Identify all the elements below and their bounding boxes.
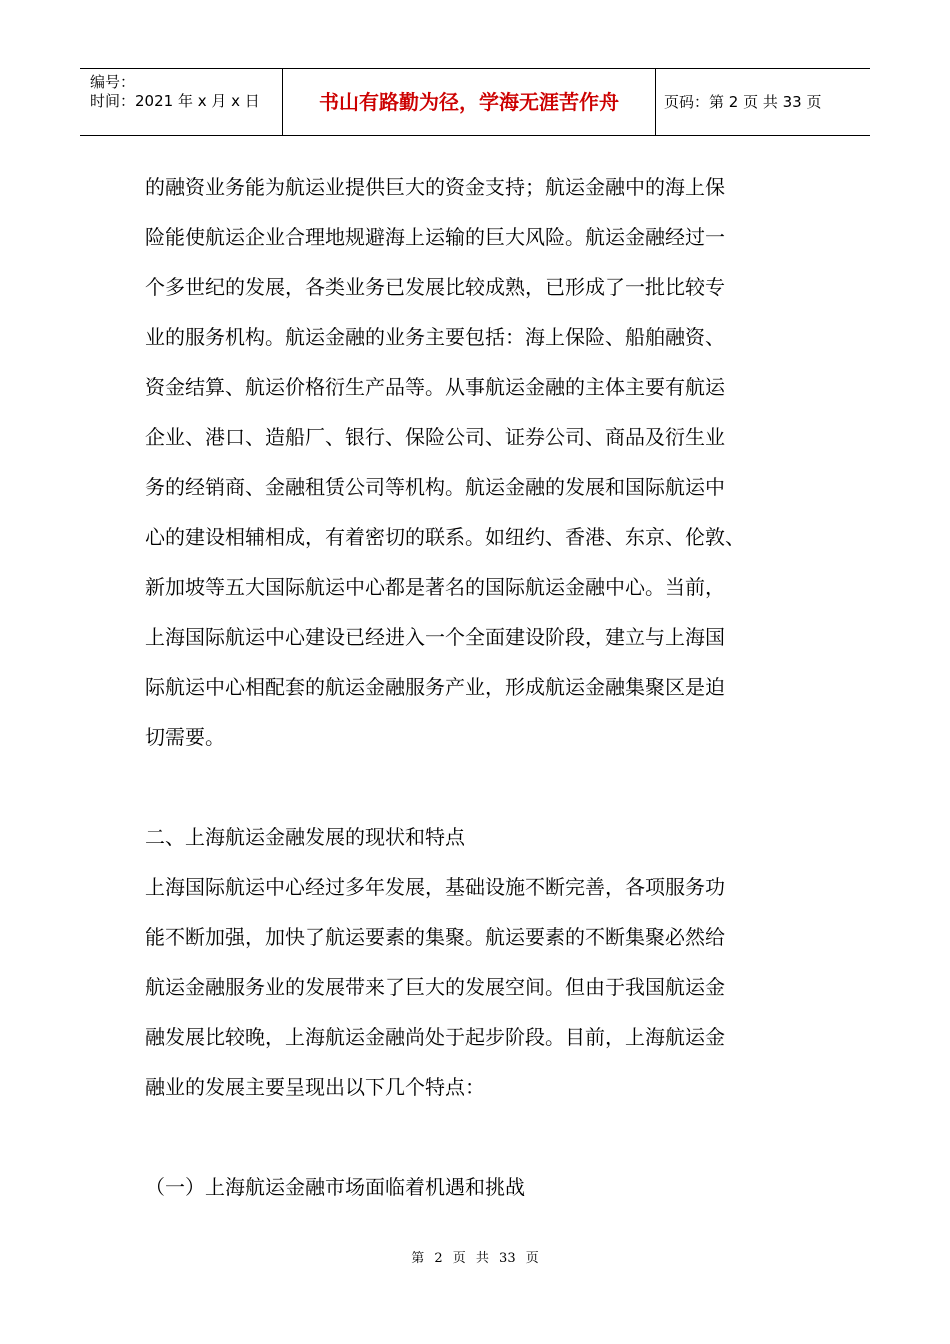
spacer (145, 1112, 825, 1162)
paragraph-1 (145, 162, 825, 762)
page-footer: 第 2 页 共 33 页 (411, 1251, 539, 1266)
document-number-label: 编号： (90, 73, 136, 91)
text-line: 的融资业务能为航运业提供巨大的资金支持；航运金融中的海上保 (145, 175, 725, 199)
text-line: 业的服务机构。航运金融的业务主要包括：海上保险、船舶融资、 (145, 325, 725, 349)
document-time-label: 时间：2021 年 x 月 x 日 (90, 92, 260, 110)
document-body (145, 162, 825, 1212)
header-motto: 书山有路勤为径，学海无涯苦作舟 (283, 69, 656, 135)
text-line: 资金结算、航运价格衍生产品等。从事航运金融的主体主要有航运 (145, 375, 725, 399)
section-heading: 二、上海航运金融发展的现状和特点 (145, 825, 465, 849)
text-line: 融发展比较晚，上海航运金融尚处于起步阶段。目前，上海航运金 (145, 1025, 725, 1049)
text-line: 融业的发展主要呈现出以下几个特点： (145, 1075, 485, 1099)
text-line: 航运金融服务业的发展带来了巨大的发展空间。但由于我国航运金 (145, 975, 725, 999)
text-line: 新加坡等五大国际航运中心都是著名的国际航运金融中心。当前， (145, 575, 725, 599)
text-line: 切需要。 (145, 725, 225, 749)
text-line: 上海国际航运中心经过多年发展，基础设施不断完善，各项服务功 (145, 875, 725, 899)
text-line: 个多世纪的发展，各类业务已发展比较成熟，已形成了一批比较专 (145, 275, 725, 299)
spacer (145, 762, 825, 812)
text-line: 企业、港口、造船厂、银行、保险公司、证券公司、商品及衍生业 (145, 425, 725, 449)
text-line: 险能使航运企业合理地规避海上运输的巨大风险。航运金融经过一 (145, 225, 725, 249)
text-line: 能不断加强，加快了航运要素的集聚。航运要素的不断集聚必然给 (145, 925, 725, 949)
text-line: 心的建设相辅相成，有着密切的联系。如纽约、香港、东京、伦敦、 (145, 525, 745, 549)
text-line: 务的经销商、金融租赁公司等机构。航运金融的发展和国际航运中 (145, 475, 725, 499)
subsection-heading: （一）上海航运金融市场面临着机遇和挑战 (145, 1175, 525, 1199)
document-header (80, 68, 870, 136)
text-line: 上海国际航运中心建设已经进入一个全面建设阶段，建立与上海国 (145, 625, 725, 649)
header-page-info: 页码：第 2 页 共 33 页 (664, 93, 822, 111)
header-meta (80, 69, 283, 135)
text-line: 际航运中心相配套的航运金融服务产业，形成航运金融集聚区是迫 (145, 675, 725, 699)
paragraph-2 (145, 862, 825, 1112)
